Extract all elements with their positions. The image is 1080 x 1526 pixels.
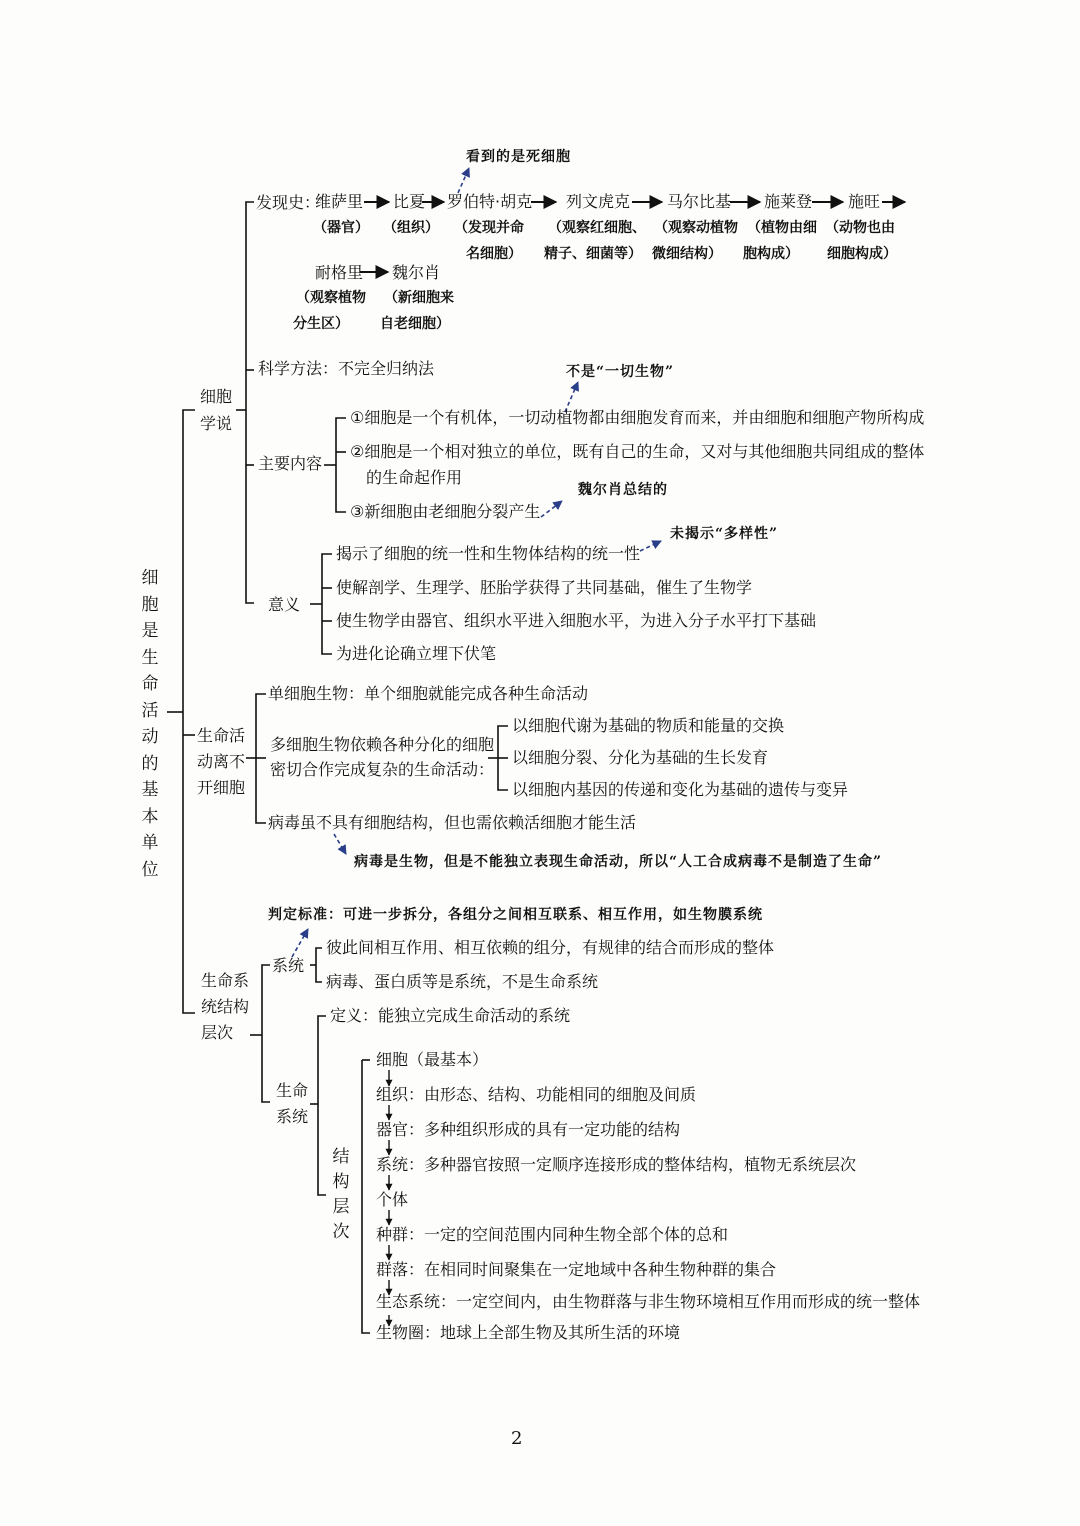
person-schleiden: 施莱登 [764, 192, 813, 211]
unicellular: 单细胞生物：单个细胞就能完成各种生命活动 [268, 684, 589, 703]
cell-theory-title-line1: 细胞 [200, 387, 233, 406]
content-annotation-1: 不是“一切生物” [566, 364, 675, 380]
hooke-annotation: 看到的是死细胞 [466, 149, 571, 165]
life-activity-title-line3: 开细胞 [197, 778, 246, 797]
person-schwann: 施旺 [848, 192, 881, 211]
content-item-2: ②细胞是一个相对独立的单位，既有自己的生命，又对与其他细胞共同组成的整体 [350, 442, 925, 461]
discovery-label: 发现史： [256, 193, 321, 212]
virus-statement: 病毒虽不具有细胞结构，但也需依赖活细胞才能生活 [268, 813, 637, 832]
person-virchow: 魏尔肖 [392, 263, 441, 282]
scientific-method: 科学方法：不完全归纳法 [258, 359, 435, 378]
level-cell: 细胞（最基本） [376, 1050, 489, 1069]
living-system-definition: 定义：能独立完成生命活动的系统 [330, 1006, 571, 1025]
level-organ: 器官：多种组织形成的具有一定功能的结构 [376, 1120, 681, 1139]
living-system-label-1: 生命 [276, 1081, 309, 1100]
note-schleiden-1: （植物由细 [747, 220, 817, 236]
system-label: 系统 [272, 956, 305, 975]
person-nageli: 耐格里 [315, 263, 364, 282]
significance-annotation: 未揭示“多样性” [670, 526, 779, 542]
significance-item-4: 为进化论确立埋下伏笔 [336, 644, 497, 663]
significance-item-1: 揭示了细胞的统一性和生物体结构的统一性 [336, 544, 641, 563]
note-nageli-1: （观察植物 [296, 290, 366, 306]
note-virchow-2: 自老细胞） [380, 316, 450, 332]
significance-item-2: 使解剖学、生理学、胚胎学获得了共同基础，催生了生物学 [336, 578, 753, 597]
note-schleiden-2: 胞构成） [743, 246, 799, 262]
life-system-title-line2: 统结构 [201, 997, 250, 1016]
system-criterion: 判定标准：可进一步拆分，各组分之间相互联系、相互作用，如生物膜系统 [268, 907, 763, 923]
level-population: 种群：一定的空间范围内同种生物全部个体的总和 [376, 1225, 729, 1244]
person-leeuwenhoek: 列文虎克 [566, 192, 631, 211]
level-ecosystem: 生态系统：一定空间内，由生物群落与非生物环境相互作用而形成的统一整体 [376, 1292, 921, 1311]
note-hooke-1: （发现并命 [454, 220, 524, 236]
person-malpighi: 马尔比基 [667, 192, 732, 211]
note-nageli-2: 分生区） [293, 316, 349, 332]
content-item-3: ③新细胞由老细胞分裂产生 [350, 502, 541, 521]
note-bichat: （组织） [383, 220, 439, 236]
note-schwann-2: 细胞构成） [827, 246, 897, 262]
level-system: 系统：多种器官按照一定顺序连接形成的整体结构，植物无系统层次 [376, 1155, 857, 1174]
page-number: 2 [511, 1428, 523, 1449]
multicellular-item-1: 以细胞代谢为基础的物质和能量的交换 [512, 716, 785, 735]
life-system-title-line1: 生命系 [201, 971, 250, 990]
level-tissue: 组织：由形态、结构、功能相同的细胞及间质 [376, 1085, 697, 1104]
root-title: 细胞是生命活动的基本单位 [141, 568, 159, 880]
virus-annotation: 病毒是生物，但是不能独立表现生命活动，所以“人工合成病毒不是制造了生命” [354, 854, 883, 870]
person-hooke: 罗伯特·胡克 [447, 192, 533, 211]
note-virchow-1: （新细胞来 [384, 290, 454, 306]
system-item-2: 病毒、蛋白质等是系统，不是生命系统 [326, 972, 599, 991]
note-leeuwenhoek-2: 精子、细菌等） [544, 246, 642, 262]
note-malpighi-1: （观察动植物 [654, 220, 738, 236]
note-schwann-1: （动物也由 [825, 220, 895, 236]
cell-theory-title-line2: 学说 [200, 414, 233, 433]
content-item-1: ①细胞是一个有机体，一切动植物都由细胞发育而来，并由细胞和细胞产物所构成 [350, 408, 925, 427]
level-community: 群落：在相同时间聚集在一定地域中各种生物种群的集合 [376, 1260, 777, 1279]
person-bichat: 比夏 [393, 192, 426, 211]
note-malpighi-2: 微细结构） [652, 246, 722, 262]
main-content-label: 主要内容 [258, 454, 323, 473]
content-annotation-3: 魏尔肖总结的 [578, 482, 668, 498]
system-item-1: 彼此间相互作用、相互依赖的组分，有规律的结合而形成的整体 [326, 938, 775, 957]
multicellular-item-2: 以细胞分裂、分化为基础的生长发育 [512, 748, 769, 767]
level-biosphere: 生物圈：地球上全部生物及其所生活的环境 [376, 1323, 681, 1342]
note-vesalius: （器官） [313, 220, 369, 236]
life-system-title-line3: 层次 [201, 1023, 234, 1042]
multicellular-item-3: 以细胞内基因的传递和变化为基础的遗传与变异 [512, 780, 849, 799]
level-individual: 个体 [376, 1190, 409, 1209]
living-system-label-2: 系统 [276, 1107, 309, 1126]
life-activity-title-line2: 动离不 [197, 752, 246, 771]
multicellular-label-1: 多细胞生物依赖各种分化的细胞 [270, 735, 495, 754]
structure-levels-label: 结构层次 [332, 1147, 350, 1242]
significance-label: 意义 [268, 595, 301, 614]
life-activity-title-line1: 生命活 [197, 726, 246, 745]
note-leeuwenhoek-1: （观察红细胞、 [548, 220, 646, 236]
note-hooke-2: 名细胞） [466, 246, 522, 262]
person-vesalius: 维萨里 [315, 192, 364, 211]
significance-item-3: 使生物学由器官、组织水平进入细胞水平，为进入分子水平打下基础 [336, 611, 817, 630]
multicellular-label-2: 密切合作完成复杂的生命活动： [270, 760, 495, 779]
content-item-2-cont: 的生命起作用 [366, 468, 463, 487]
